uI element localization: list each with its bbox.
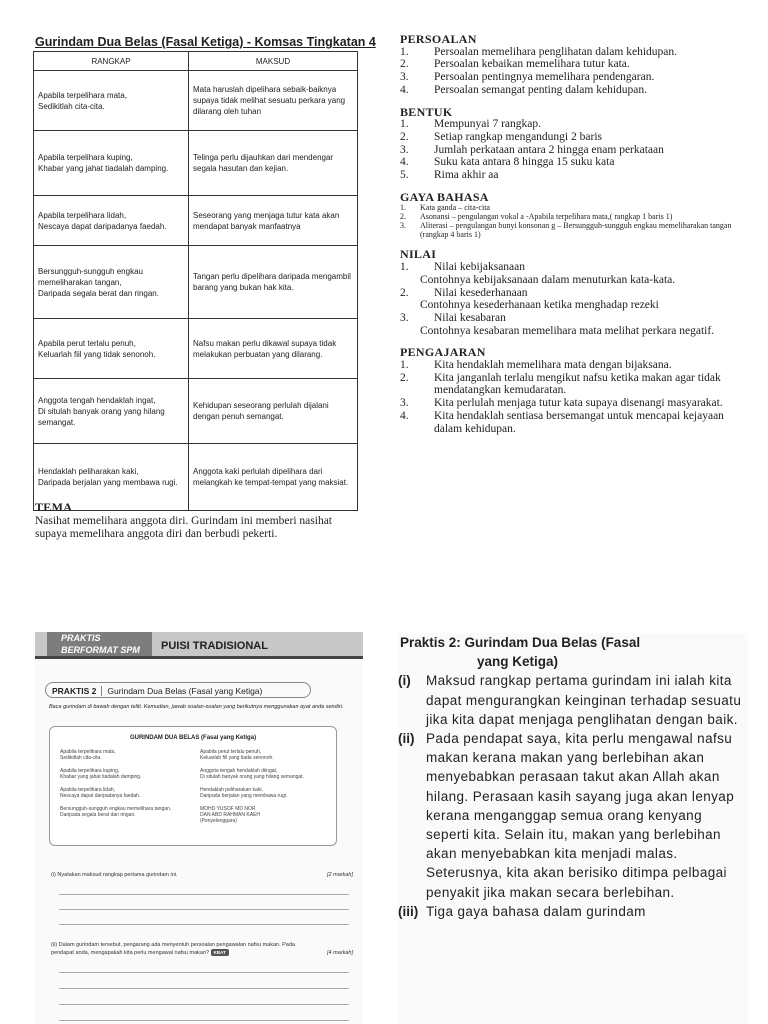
item-number: 4. <box>400 83 409 96</box>
item-number: 3. <box>400 221 406 231</box>
item-number: 2. <box>400 58 409 71</box>
item-text: Nilai kesederhanaan <box>434 286 528 299</box>
answer-text: Maksud rangkap pertama gurindam ini ialah kita dapat mengurangkan keinginan terhadap sesuatu jika kita dapat menjaga penglihatan dengan baik. <box>426 673 742 727</box>
item-text: Persoalan memelihara penglihatan dalam kehidupan. <box>434 45 678 58</box>
item-text: Setiap rangkap mengandungi 2 baris <box>434 130 602 143</box>
rangkap-cell: Apabila terpelihara kuping, Khabar yang jahat tiadalah damping. <box>34 131 189 196</box>
table-header-row <box>34 52 358 71</box>
rangkap-cell: Bersungguh-sungguh engkau memeliharakan tangan, Daripada segala berat dan ringan. <box>34 246 189 319</box>
item-number: 4. <box>400 156 409 169</box>
item-example: Contohnya kesederhanaan ketika menghadap rezeki <box>420 299 659 312</box>
answer-line <box>59 1020 349 1021</box>
tema-section <box>35 500 365 541</box>
item-number: 2. <box>400 286 409 299</box>
item-text: Aliterasi – pengulangan bunyi konsonan g – Bersungguh-sungguh engkau memeliharakan tangan (rangkap 4 baris 1) <box>420 221 732 240</box>
rangkap-cell: Apabila perut terlalu penuh, Keluarlah fiil yang tidak senonoh. <box>34 319 189 379</box>
question-2-text: (ii) Dalam gurindam tersebut, pengarang ada menyentuh persoalan pengawalan nafsu makan. Pada pendapat anda, mengapakah kita perlu mengawal nafsu makan? <box>51 942 295 956</box>
maksud-cell: Telinga perlu dijauhkan dari mendengar segala hasutan dan kejian. <box>189 131 358 196</box>
answer-item <box>398 729 748 902</box>
item-text: Kita janganlah terlalu mengikut nafsu ketika makan agar tidak mendatangkan kemudaratan. <box>434 371 721 397</box>
item-text: Asonansi – pengulangan vokal a -Apabila terpelihara mata,( rangkap 1 baris 1) <box>420 212 673 222</box>
item-text: Mempunyai 7 rangkap. <box>434 118 541 131</box>
nilai-section <box>400 248 750 337</box>
item-text: Nilai kebijaksanaan <box>434 261 526 274</box>
praktis-title: Gurindam Dua Belas (Fasal yang Ketiga) <box>107 686 263 696</box>
item-text: Nilai kesabaran <box>434 311 506 324</box>
nilai-heading: NILAI <box>400 247 437 262</box>
gaya-bahasa-section <box>400 191 750 240</box>
list-item <box>400 372 750 397</box>
persoalan-heading: PERSOALAN <box>400 32 477 46</box>
list-item <box>400 71 750 84</box>
table-title: Gurindam Dua Belas (Fasal Ketiga) - Komsas Tingkatan 4 <box>35 35 376 49</box>
answer-title-line-1: Praktis 2: Gurindam Dua Belas (Fasal <box>400 635 641 650</box>
table-row <box>34 246 358 319</box>
list-item <box>400 410 750 435</box>
answer-text: Pada pendapat saya, kita perlu mengawal nafsu makan kerana makan yang berlebihan akan menyebabkan perasaan takut akan Allah akan hilang. Perasaan kasih sayang juga akan lenyap kerana menganggap semua orang kenyang seperti kita. Selain itu, makan yang berlebihan akan menyebabkan kita menjadi malas. Seterusnya, kita akan berisiko ditimpa pelbagai penyakit jika makan secara berlebihan. <box>426 731 735 900</box>
table-row <box>34 379 358 444</box>
poem-box <box>49 726 337 846</box>
item-text: Kita hendaklah memelihara mata dengan bijaksana. <box>434 359 672 372</box>
rangkap-cell: Hendaklah peliharakan kaki, Daripada berjalan yang membawa rugi. <box>34 444 189 511</box>
item-number: 1. <box>400 261 409 274</box>
list-item <box>400 261 750 274</box>
item-number: 2. <box>400 212 406 222</box>
list-item <box>400 312 750 325</box>
table-row <box>34 131 358 196</box>
table-row <box>34 319 358 379</box>
answer-line <box>59 1004 349 1005</box>
poem-title: GURINDAM DUA BELAS (Fasal yang Ketiga) <box>129 735 257 741</box>
list-item <box>400 212 750 221</box>
item-example: Contohnya kesabaran memelihara mata melihat perkara negatif. <box>420 324 715 337</box>
maksud-cell: Kehidupan seseorang perlulah dijalani dengan penuh semangat. <box>189 379 358 444</box>
bentuk-section <box>400 106 750 182</box>
tema-text: Nasihat memelihara anggota diri. Gurindam ini memberi nasihat supaya memelihara anggota diri dan berbudi pekerti. <box>35 515 332 540</box>
answer-title <box>398 633 748 671</box>
answer-text: Tiga gaya bahasa dalam gurindam <box>426 903 646 919</box>
item-number: 2. <box>400 130 409 143</box>
item-text: Jumlah perkataan antara 2 hingga enam perkataan <box>434 143 664 156</box>
item-text: Persoalan kebaikan memelihara tutur kata. <box>434 58 630 71</box>
praktis-label: PRAKTIS 2 <box>52 686 102 696</box>
item-number: 4. <box>400 409 409 422</box>
answer-title-line-2: yang Ketiga) <box>477 654 559 670</box>
banner-divider <box>35 656 363 659</box>
notes-column <box>400 33 750 444</box>
answer-line <box>59 988 349 989</box>
kbat-badge: KBAT <box>211 949 229 956</box>
list-item <box>400 221 750 239</box>
list-item <box>400 156 750 169</box>
item-number: 3. <box>400 311 409 324</box>
list-item <box>400 84 750 97</box>
item-number: 3. <box>400 397 409 410</box>
answer-line <box>59 924 349 925</box>
item-text: Persoalan pentingnya memelihara pendengaran. <box>434 71 655 84</box>
rangkap-cell: Anggota tengah hendaklah ingat, Di situlah banyak orang yang hilang semangat. <box>34 379 189 444</box>
item-number: 1. <box>400 359 409 372</box>
pengajaran-section <box>400 346 750 435</box>
item-number: 1. <box>400 45 409 58</box>
poem-column-right: Apabila perut terlalu penuh, Keluarlah fiil yang tiada senonoh. Anggota tengah hendaklah diingat, Di situlah banyak orang yang hilang semangat. Hendaklah peliharakan kaki, Daripada berjalan yang membawa rugi. MOHD YUSOF MD NOR DAN ABD RAHMAN KAEH (Penyelenggara) <box>200 749 304 825</box>
list-item <box>400 46 750 59</box>
list-item <box>400 287 750 300</box>
answer-number: (ii) <box>398 731 415 747</box>
rangkap-cell: Apabila terpelihara mata, Sedikitlah cita-cita. <box>34 71 189 131</box>
bentuk-heading: BENTUK <box>400 104 453 119</box>
list-item <box>400 397 750 410</box>
persoalan-section <box>400 33 750 97</box>
maksud-cell: Anggota kaki perlulah dipelihara dari melangkah ke tempat-tempat yang maksiat. <box>189 444 358 511</box>
answer-item <box>398 902 748 921</box>
answer-line <box>59 972 349 973</box>
item-text: Kita perlulah menjaga tutur kata supaya disenangi masyarakat. <box>434 397 723 410</box>
maksud-cell: Mata haruslah dipelihara sebaik-baiknya supaya tidak melihat sesuatu perkara yang dilarang oleh tuhan <box>189 71 358 131</box>
list-item <box>400 169 750 182</box>
answer-item <box>398 671 748 729</box>
table-row <box>34 196 358 246</box>
poem-column-left: Apabila terpelihara mata, Sedikitlah cita-cita. Apabila terpelihara kuping, Khabar yang jahat tiadalah damping. Apabila terpelihara lidah, Nescaya dapat daripadanya faedah. Bersungguh-sungguh engkau memelihara tangan, Daripada segala berat dan ringan. <box>60 749 172 818</box>
question-2-marks: [4 markah] <box>327 950 353 956</box>
maksud-cell: Tangan perlu dipelihara daripada mengambil barang yang bukan hak kita. <box>189 246 358 319</box>
maksud-cell: Seseorang yang menjaga tutur kata akan mendapat banyak manfaatnya <box>189 196 358 246</box>
praktis-badge <box>47 632 152 658</box>
rangkap-cell: Apabila terpelihara lidah, Nescaya dapat daripadanya faedah. <box>34 196 189 246</box>
col-header-rangkap: RANGKAP <box>34 52 189 71</box>
maksud-cell: Nafsu makan perlu dikawal supaya tidak melakukan perbuatan yang dilarang. <box>189 319 358 379</box>
item-text: Suku kata antara 8 hingga 15 suku kata <box>434 156 615 169</box>
item-example: Contohnya kebijaksanaan dalam menuturkan kata-kata. <box>420 273 676 286</box>
item-number: 5. <box>400 169 409 182</box>
praktis-badge-line-1: PRAKTIS <box>61 633 101 643</box>
item-text: Rima akhir aa <box>434 169 499 182</box>
answer-number: (iii) <box>398 903 419 919</box>
praktis-badge-line-2: BERFORMAT SPM <box>61 645 140 655</box>
list-item <box>400 359 750 372</box>
answer-line <box>59 909 349 910</box>
question-1-marks: [2 markah] <box>327 872 353 878</box>
item-number: 3. <box>400 71 409 84</box>
item-text: Kita hendaklah sentiasa bersemangat untuk mencapai kejayaan dalam kehidupan. <box>434 409 724 435</box>
gurindam-table <box>33 51 358 511</box>
worksheet-instructions: Baca gurindam di bawah dengan teliti. Kemudian, jawab soalan-soalan yang berikutnya menggunakan ayat anda sendiri. <box>49 704 344 710</box>
praktis-heading <box>45 682 311 698</box>
tema-heading: TEMA <box>35 500 73 514</box>
item-number: 3. <box>400 143 409 156</box>
item-text: Persoalan semangat penting dalam kehidupan. <box>434 83 648 96</box>
list-item <box>400 203 750 212</box>
list-item <box>400 131 750 144</box>
answer-number: (i) <box>398 673 411 689</box>
gaya-bahasa-heading: GAYA BAHASA <box>400 189 489 204</box>
list-item <box>400 118 750 131</box>
table-row <box>34 71 358 131</box>
item-number: 2. <box>400 371 409 384</box>
answer-column <box>398 633 748 1024</box>
worksheet-title: PUISI TRADISIONAL <box>161 640 268 652</box>
pengajaran-heading: PENGAJARAN <box>400 345 486 360</box>
question-2 <box>51 942 311 957</box>
worksheet-scan <box>35 632 363 1024</box>
list-item <box>400 144 750 157</box>
list-item <box>400 58 750 71</box>
answer-line <box>59 894 349 895</box>
item-number: 1. <box>400 118 409 131</box>
item-text: Kata ganda – cita-cita <box>420 203 490 213</box>
item-number: 1. <box>400 203 406 213</box>
col-header-maksud: MAKSUD <box>189 52 358 71</box>
question-1: (i) Nyatakan maksud rangkap pertama gurindam ini. <box>51 872 178 878</box>
